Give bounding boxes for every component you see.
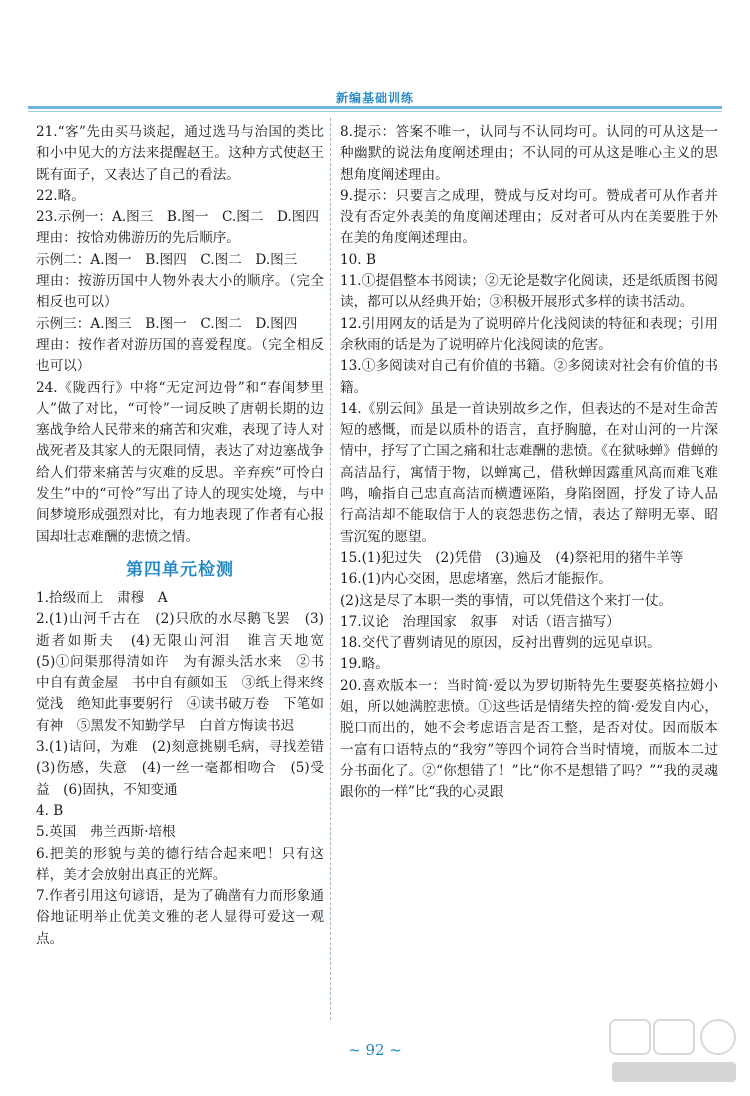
answer-u4-19: 19.略。 [340,656,389,673]
watermark-logo [604,1016,744,1088]
answer-u4-10: 10. B [340,251,376,268]
header-title: 新编基础训练 [335,91,414,105]
answer-u4-9: 9.提示：只要言之成理，赞成与反对均可。赞成者可从作者并没有否定外表美的角度阐述理由；反对者可从内在美要胜于外在美的角度阐述理由。 [340,187,718,247]
answer-23-reason-1: 理由：按恰劝佛游历的先后顺序。 [36,230,240,247]
answer-u4-3: 3.(1)诘问，为难 (2)刻意挑剔毛病，寻找差错 (3)伤感，失意 (4)一丝一毫都相吻合 (5)受益 (6)固执，不知变通 [36,739,338,798]
header-rule [28,106,722,109]
answer-u4-15: 15.(1)犯过失 (2)凭借 (3)遍及 (4)祭祀用的猪牛羊等 [340,549,684,566]
right-column [340,122,718,804]
answer-u4-16-2: (2)这是尽了本职一类的事情，可以凭借这个来打一仗。 [340,592,672,609]
answer-23-example-1: 23.示例一：A.图三 B.图一 C.图二 D.图四 [36,209,319,226]
answer-u4-2: 2.(1)山河千古在 (2)只欣的水尽鹅飞罢 (3)逝者如斯夫 (4)无限山河泪 谁言天地宽 (5)①问渠那得清如许 为有源头活水来 ②书中自有黄金屋 书中自有颜如玉 ③纸上得来终觉浅 绝知此事要躬行 ④读书破万卷 下笔如有神 ⑤黑发不知勤学早 白首方悔读书迟 [36,611,338,734]
answer-22: 22.略。 [36,187,85,204]
left-column [36,122,338,950]
answer-24: 24.《陇西行》中将“无定河边骨”和“春闺梦里人”做了对比，“可怜”一词反映了唐朝长期的边塞战争给人民带来的痛苦和灾难，表现了诗人对战死者及其家人的无限同情，表达了对边塞战争给人们带来痛苦与灾难的反思。辛弃疾“可怜白发生”中的“可怜”写出了诗人的现实处境，与中间梦境形成强烈对比，有力地表现了作者有心报国却壮志难酬的悲愤之情。 [36,379,324,545]
answer-u4-4: 4. B [36,802,64,819]
answer-u4-20: 20.喜欢版本一：当时简·爱以为罗切斯特先生要娶英格拉姆小姐，所以她满腔悲愤。①这些话是情绪失控的简·爱发自内心，脱口而出的，她不会考虑语言是否工整，是否对仗。因而版本一富有口语特点的“我穷”等四个词符合当时情境，而版本二过分书面化了。②“你想错了！”比“你不是想错了吗？”“我的灵魂跟你的一样”比“我的心灵跟 [340,677,718,801]
header-rule-thin [28,111,722,112]
answer-23-example-3: 示例三：A.图三 B.图一 C.图二 D.图四 [36,315,298,332]
answer-u4-12: 12.引用网友的话是为了说明碎片化浅阅读的特征和表现；引用余秋雨的话是为了说明碎片化浅阅读的危害。 [340,315,718,353]
answer-u4-14: 14.《别云间》虽是一首诀别故乡之作，但表达的不是对生命苦短的感慨，而是以质朴的语言，直抒胸臆，在对山河的一片深情中，抒写了亡国之痛和壮志难酬的悲愤。《在狱咏蝉》借蝉的高洁品行，寓情于物，以蝉寓己，借秋蝉因露重风高而难飞难鸣，喻指自己忠直高洁而横遭诬陷，身陷囹圄，抒发了诗人品行高洁却不能取信于人的哀怨悲伤之情，表达了辩明无辜、昭雪沉冤的愿望。 [340,400,718,545]
answer-u4-1: 1.拾级而上 肃穆 A [36,589,168,606]
answer-u4-16-1: 16.(1)内心交困，思虑堵塞，然后才能振作。 [340,571,612,588]
answer-23-reason-2: 理由：按游历国中人物外表大小的顺序。（完全相反也可以） [36,273,324,311]
answer-u4-6: 6.把美的形貌与美的德行结合起来吧！只有这样，美才会放射出真正的光辉。 [36,845,324,883]
answer-u4-11: 11.①提倡整本书阅读；②无论是数字化阅读，还是纸质图书阅读，都可以从经典开始；③积极开展形式多样的读书活动。 [340,273,718,311]
answer-u4-13: 13.①多阅读对自己有价值的书籍。②多阅读对社会有价值的书籍。 [340,358,718,396]
answer-u4-8: 8.提示：答案不唯一，认同与不认同均可。认同的可从这是一种幽默的说法角度阐述理由；不认同的可从这是唯心主义的思想角度阐述理由。 [340,124,718,183]
answer-23-reason-3: 理由：按作者对游历国的喜爱程度。（完全相反也可以） [36,336,324,375]
answer-21: 21.“客”先由买马谈起，通过选马与治国的类比和小中见大的方法来提醒赵王。这种方式使赵王既有面子，又表达了自己的看法。 [36,124,324,183]
answer-23-example-2: 示例二：A.图一 B.图四 C.图二 D.图三 [36,251,298,268]
answer-u4-7: 7.作者引用这句谚语，是为了确凿有力而形象通俗地证明举止优美文雅的老人显得可爱这一观点。 [36,888,324,947]
answer-u4-5: 5.英国 弗兰西斯·培根 [36,824,176,841]
answer-u4-17: 17.议论 治理国家 叙事 对话（语言描写） [340,613,620,630]
answer-u4-18: 18.交代了曹刿请见的原因，反衬出曹刿的远见卓识。 [340,635,661,652]
section-heading: 第四单元检测 [126,559,234,580]
column-divider [330,118,331,1020]
page-number: ~ 92 ~ [348,1041,402,1059]
